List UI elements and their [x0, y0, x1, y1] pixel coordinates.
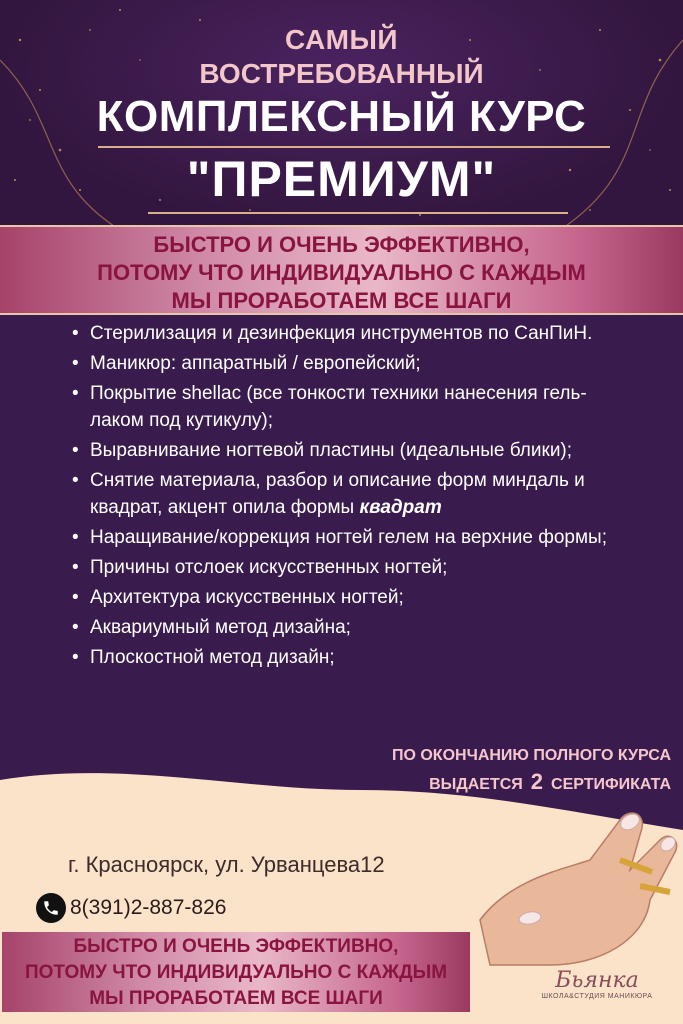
feature-item-text: Снятие материала, разбор и описание форм миндаль и квадрат, акцент опила формы — [90, 470, 585, 518]
feature-item — [70, 467, 630, 521]
top-banner — [0, 225, 683, 315]
phone-icon — [36, 893, 66, 923]
manicured-hand-illustration — [470, 800, 680, 970]
feature-item: • Архитектура искусственных ногтей; — [70, 584, 630, 611]
feature-item: • Наращивание/коррекция ногтей гелем на верхние формы; — [70, 524, 630, 551]
title-divider-top — [98, 146, 610, 148]
feature-item: • Причины отслоек искусственных ногтей; — [70, 554, 630, 581]
feature-item: • Покрытие shellac (все тонкости техники нанесения гель-лаком под кутикулу); — [70, 380, 630, 434]
bottom-banner — [2, 932, 470, 1012]
top-banner-line-2: ПОТОМУ ЧТО ИНДИВИДУАЛЬНО С КАЖДЫМ — [97, 260, 586, 285]
feature-emphasis: квадрат — [359, 497, 442, 518]
certificate-pre: ВЫДАЕТСЯ — [429, 776, 523, 793]
feature-item: • Плоскостной метод дизайн; — [70, 644, 630, 671]
logo-subtitle: ШКОЛА&СТУДИЯ МАНИКЮРА — [541, 993, 653, 1000]
title-line-3: КОМПЛЕКСНЫЙ КУРС — [96, 92, 587, 141]
certificate-post: СЕРТИФИКАТА — [551, 776, 671, 793]
title-line-1: САМЫЙ — [284, 24, 399, 55]
certificate-line-2 — [392, 769, 671, 798]
address: г. Красноярск, ул. Урванцева12 — [68, 852, 385, 877]
top-banner-line-1: БЫСТРО И ОЧЕНЬ ЭФФЕКТИВНО, — [153, 232, 530, 257]
bottom-banner-line-1: БЫСТРО И ОЧЕНЬ ЭФФЕКТИВНО, — [73, 936, 399, 957]
feature-item: • Стерилизация и дезинфекция инструментов по СанПиН. — [70, 320, 630, 347]
logo-wordmark: Бьянка — [555, 968, 639, 993]
certificate-note — [392, 743, 671, 798]
title-line-2: ВОСТРЕБОВАННЫЙ — [199, 58, 484, 89]
phone-contact[interactable] — [36, 893, 226, 923]
bottom-banner-line-3: МЫ ПРОРАБОТАЕМ ВСЕ ШАГИ — [89, 988, 383, 1009]
bottom-banner-line-2: ПОТОМУ ЧТО ИНДИВИДУАЛЬНО С КАЖДЫМ — [24, 962, 448, 983]
top-banner-line-3: МЫ ПРОРАБОТАЕМ ВСЕ ШАГИ — [171, 288, 512, 313]
phone-number[interactable]: 8(391)2-887-826 — [70, 896, 227, 919]
certificate-count: 2 — [530, 769, 544, 794]
feature-item: • Выравнивание ногтевой пластины (идеальные блики); — [70, 437, 630, 464]
feature-item: • Аквариумный метод дизайна; — [70, 614, 630, 641]
studio-logo — [532, 968, 662, 1000]
feature-list — [70, 320, 630, 674]
title-premium: "ПРЕМИУМ" — [186, 151, 497, 207]
certificate-line-1: ПО ОКОНЧАНИЮ ПОЛНОГО КУРСА — [391, 747, 671, 764]
title-divider-bottom — [148, 212, 568, 214]
feature-item: • Маникюр: аппаратный / европейский; — [70, 350, 630, 377]
